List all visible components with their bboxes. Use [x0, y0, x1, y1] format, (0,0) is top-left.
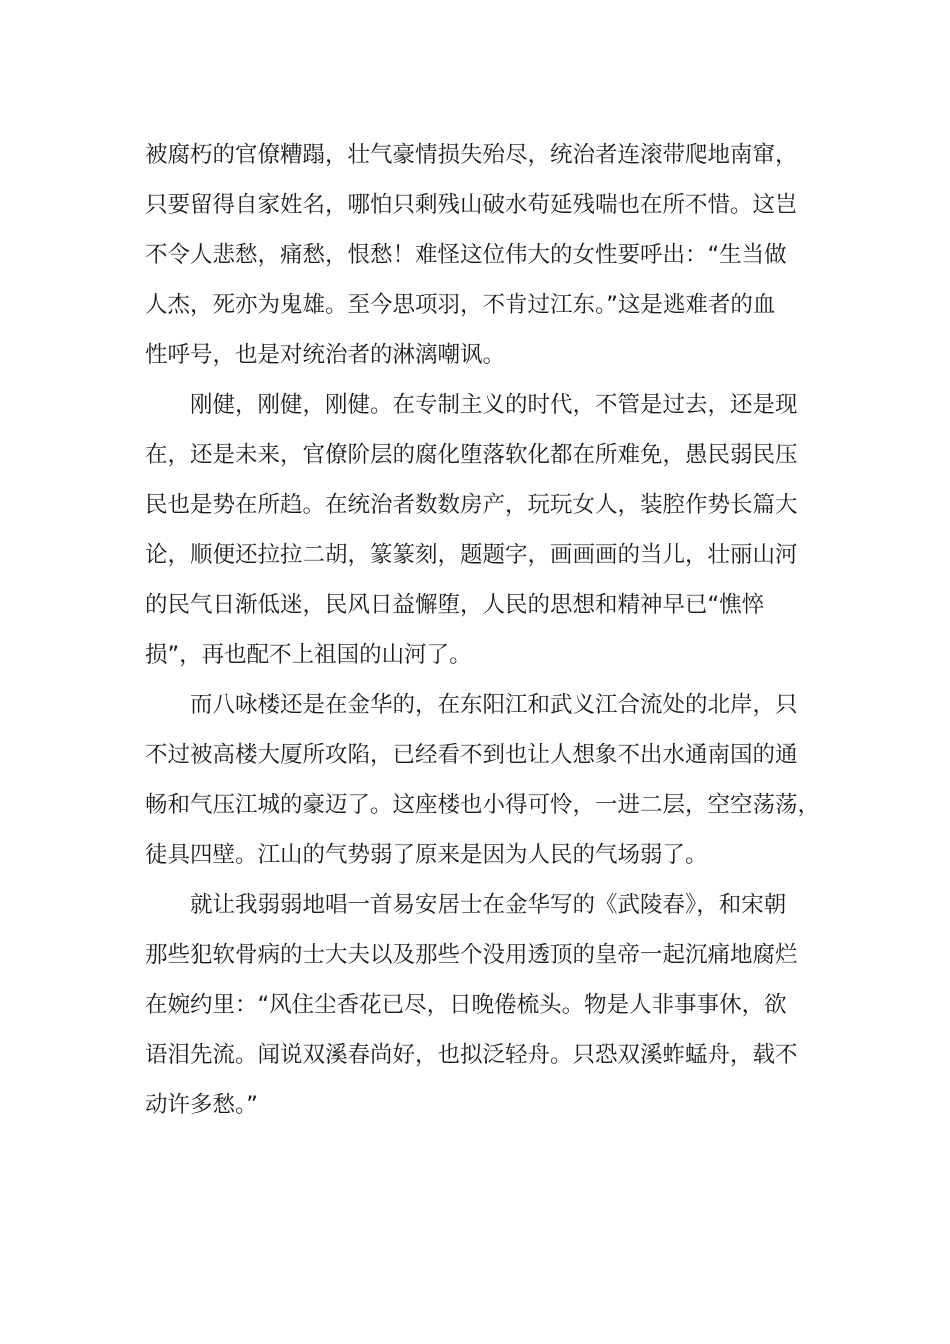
text-line: 语泪先流。闻说双溪春尚好，也拟泛轻舟。只恐双溪蚱蜢舟，载不	[145, 1042, 798, 1068]
body-text	[145, 130, 835, 1130]
text-line: 人杰，死亦为鬼雄。至今思项羽，不肯过江东。”这是逃难者的血	[145, 292, 776, 318]
text-line: 不过被高楼大厦所攻陷，已经看不到也让人想象不出水通南国的通	[145, 742, 798, 768]
text-line: 畅和气压江城的豪迈了。这座楼也小得可怜，一进二层，空空荡荡，	[145, 792, 821, 818]
text-line: 民也是势在所趋。在统治者数数房产，玩玩女人，装腔作势长篇大	[145, 492, 798, 518]
text-line: 损”，再也配不上祖国的山河了。	[145, 642, 472, 668]
paragraph-start-line: 刚健，刚健，刚健。在专制主义的时代，不管是过去，还是现	[190, 392, 798, 418]
text-line: 被腐朽的官僚糟蹋，壮气豪情损失殆尽，统治者连滚带爬地南窜，	[145, 142, 798, 168]
text-line: 在婉约里：“风住尘香花已尽，日晚倦梳头。物是人非事事休，欲	[145, 992, 787, 1018]
text-line: 不令人悲愁，痛愁，恨愁！难怪这位伟大的女性要呼出：“生当做	[145, 242, 787, 268]
paragraph-start-line: 就让我弱弱地唱一首易安居士在金华写的《武陵春》，和宋朝	[190, 892, 787, 918]
text-line: 的民气日渐低迷，民风日益懈堕，人民的思想和精神早已“憔悴	[145, 592, 765, 618]
text-line: 性呼号，也是对统治者的淋漓嘲讽。	[145, 342, 506, 368]
paragraph-start-line: 而八咏楼还是在金华的，在东阳江和武义江合流处的北岸，只	[190, 692, 798, 718]
text-line: 徒具四壁。江山的气势弱了原来是因为人民的气场弱了。	[145, 842, 708, 868]
text-line: 在，还是未来，官僚阶层的腐化堕落软化都在所难免，愚民弱民压	[145, 442, 798, 468]
text-line: 论，顺便还拉拉二胡，篆篆刻，题题字，画画画的当儿，壮丽山河	[145, 542, 798, 568]
text-line: 动许多愁。”	[145, 1092, 258, 1118]
text-line: 那些犯软骨病的士大夫以及那些个没用透顶的皇帝一起沉痛地腐烂	[145, 942, 798, 968]
text-line: 只要留得自家姓名，哪怕只剩残山破水苟延残喘也在所不惜。这岂	[145, 192, 798, 218]
